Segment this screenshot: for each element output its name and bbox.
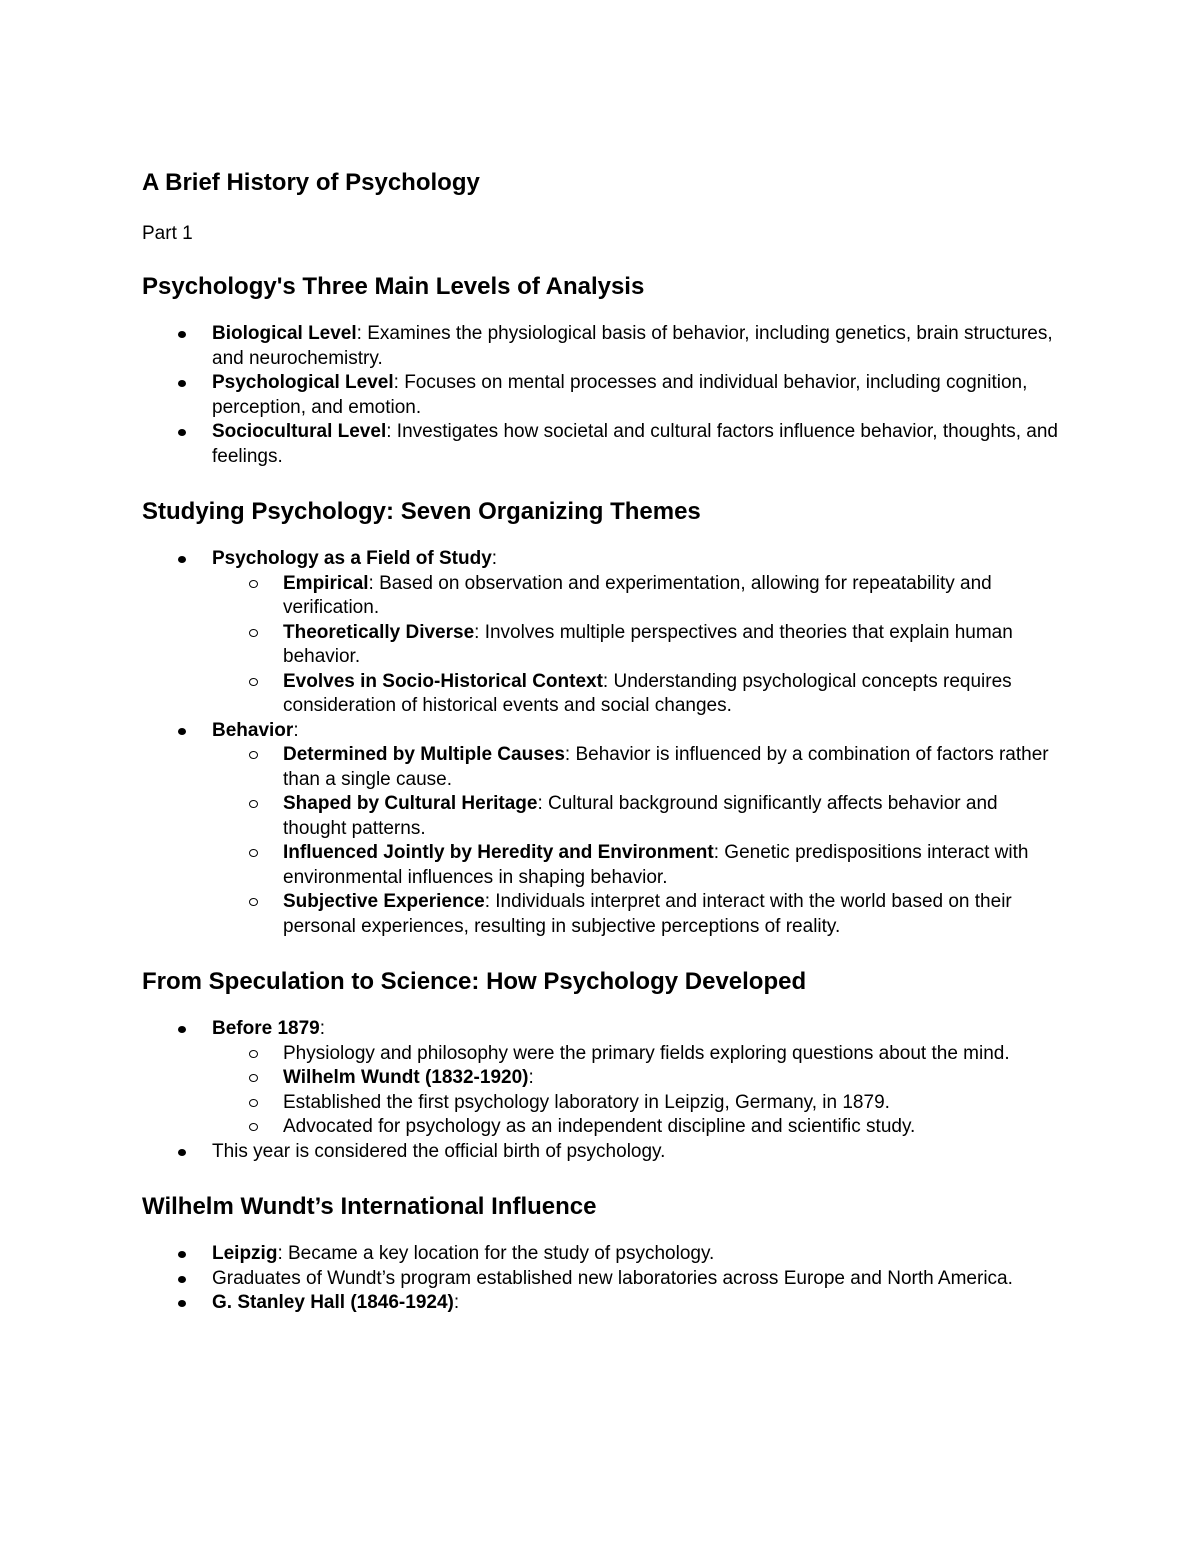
item-term: Psychological Level xyxy=(212,372,394,393)
item-term: Sociocultural Level xyxy=(212,421,387,442)
item-text: : xyxy=(453,1292,460,1313)
circle-bullet-icon xyxy=(249,629,258,637)
list-item xyxy=(142,719,1062,940)
document-page xyxy=(142,168,1062,1344)
circle-bullet-icon xyxy=(249,1099,258,1107)
sub-item-text: Physiology and philosophy were the primary fields exploring questions about the mind. xyxy=(283,1042,1010,1064)
circle-bullet-icon xyxy=(249,751,258,759)
bullet-icon xyxy=(178,728,186,735)
bullet-icon xyxy=(178,1149,186,1156)
item-term: Behavior xyxy=(212,719,294,741)
sub-list-item xyxy=(212,572,1062,621)
circle-bullet-icon xyxy=(249,1123,258,1131)
item-term: Leipzig xyxy=(212,1243,278,1264)
sub-list-item xyxy=(212,841,1062,890)
item-text: : xyxy=(293,719,299,741)
sub-item-text: : Cultural background significantly affects behavior and thought patterns. xyxy=(283,793,998,839)
sub-list-item xyxy=(212,792,1062,841)
item-text: : Examines the physiological basis of behavior, including genetics, brain structures, and neurochemistry. xyxy=(212,323,1053,369)
sub-item-text: Advocated for psychology as an independent discipline and scientific study. xyxy=(283,1116,916,1137)
item-text: Graduates of Wundt’s program established new laboratories across Europe and North America. xyxy=(212,1267,1013,1289)
bullet-icon xyxy=(178,556,186,563)
item-text: : Focuses on mental processes and individual behavior, including cognition, perception, and emotion. xyxy=(212,372,1028,418)
item-text: : xyxy=(319,1018,326,1039)
sub-item-term: Shaped by Cultural Heritage xyxy=(283,793,538,814)
sub-item-text: : xyxy=(528,1067,534,1088)
bullet-icon xyxy=(178,429,186,436)
item-text: : Investigates how societal and cultural factors influence behavior, thoughts, and feelings. xyxy=(212,421,1058,467)
section-heading: Psychology's Three Main Levels of Analysis xyxy=(142,273,645,300)
item-term: G. Stanley Hall (1846-1924) xyxy=(212,1292,454,1313)
sub-item-term: Theoretically Diverse xyxy=(283,621,475,643)
circle-bullet-icon xyxy=(249,1050,258,1058)
sub-list xyxy=(212,743,1062,939)
sub-item-text: : Behavior is influenced by a combination of factors rather than a single cause. xyxy=(283,744,1049,790)
list-item xyxy=(142,322,1062,371)
sub-item-text: : Individuals interpret and interact with the world based on their personal experiences, resulting in subjective perceptions of reality. xyxy=(283,891,1012,937)
sub-list-item xyxy=(212,670,1062,719)
sub-list-item xyxy=(212,1042,1062,1067)
sub-item-term: Evolves in Socio-Historical Context xyxy=(283,670,603,692)
item-term: Psychology as a Field of Study xyxy=(212,548,492,569)
sub-list xyxy=(212,1042,1062,1140)
list-item xyxy=(142,420,1062,469)
section-heading: Wilhelm Wundt’s International Influence xyxy=(142,1193,597,1220)
list-item xyxy=(142,1291,1062,1316)
sub-item-text: : Genetic predispositions interact with environmental influences in shaping behavior. xyxy=(283,842,1029,888)
sub-item-term: Determined by Multiple Causes xyxy=(283,744,565,765)
bullet-list xyxy=(142,322,1062,469)
sub-list-item xyxy=(212,890,1062,939)
sub-item-term: Influenced Jointly by Heredity and Environment xyxy=(283,842,714,863)
bullet-icon xyxy=(178,331,186,338)
list-item xyxy=(142,1140,1062,1165)
document-title: A Brief History of Psychology xyxy=(142,169,480,196)
bullet-list xyxy=(142,1017,1062,1164)
sub-item-text: : Based on observation and experimentation, allowing for repeatability and verification. xyxy=(283,572,992,618)
section-heading: From Speculation to Science: How Psychology Developed xyxy=(142,968,807,995)
list-item xyxy=(142,371,1062,420)
item-text: : xyxy=(491,548,498,569)
circle-bullet-icon xyxy=(249,849,258,857)
bullet-list xyxy=(142,1242,1062,1316)
circle-bullet-icon xyxy=(249,678,258,686)
circle-bullet-icon xyxy=(249,800,258,808)
sub-item-text: Established the first psychology laboratory in Leipzig, Germany, in 1879. xyxy=(283,1091,890,1113)
bullet-list xyxy=(142,547,1062,939)
item-term: Biological Level xyxy=(212,323,357,344)
circle-bullet-icon xyxy=(249,898,258,906)
sub-list-item xyxy=(212,743,1062,792)
bullet-icon xyxy=(178,1300,186,1307)
bullet-icon xyxy=(178,1251,186,1258)
bullet-icon xyxy=(178,1026,186,1033)
circle-bullet-icon xyxy=(249,580,258,588)
sub-item-term: Subjective Experience xyxy=(283,891,485,912)
list-item xyxy=(142,547,1062,719)
sub-item-term: Wilhelm Wundt (1832-1920) xyxy=(283,1067,529,1088)
bullet-icon xyxy=(178,1276,186,1283)
list-item xyxy=(142,1242,1062,1267)
sub-item-text: : Understanding psychological concepts requires consideration of historical events and social changes. xyxy=(283,670,1012,716)
bullet-icon xyxy=(178,380,186,387)
sub-list xyxy=(212,572,1062,719)
section-heading: Studying Psychology: Seven Organizing Themes xyxy=(142,498,701,525)
sub-list-item xyxy=(212,621,1062,670)
circle-bullet-icon xyxy=(249,1074,258,1082)
sub-list-item xyxy=(212,1091,1062,1116)
list-item xyxy=(142,1267,1062,1292)
item-text: This year is considered the official birth of psychology. xyxy=(212,1140,666,1162)
item-text: : Became a key location for the study of psychology. xyxy=(277,1243,715,1264)
list-item xyxy=(142,1017,1062,1140)
sub-list-item xyxy=(212,1066,1062,1091)
item-term: Before 1879 xyxy=(212,1018,320,1039)
part-label: Part 1 xyxy=(142,223,193,244)
sub-list-item xyxy=(212,1115,1062,1140)
sub-item-text: : Involves multiple perspectives and theories that explain human behavior. xyxy=(283,621,1013,667)
sub-item-term: Empirical xyxy=(283,572,369,594)
